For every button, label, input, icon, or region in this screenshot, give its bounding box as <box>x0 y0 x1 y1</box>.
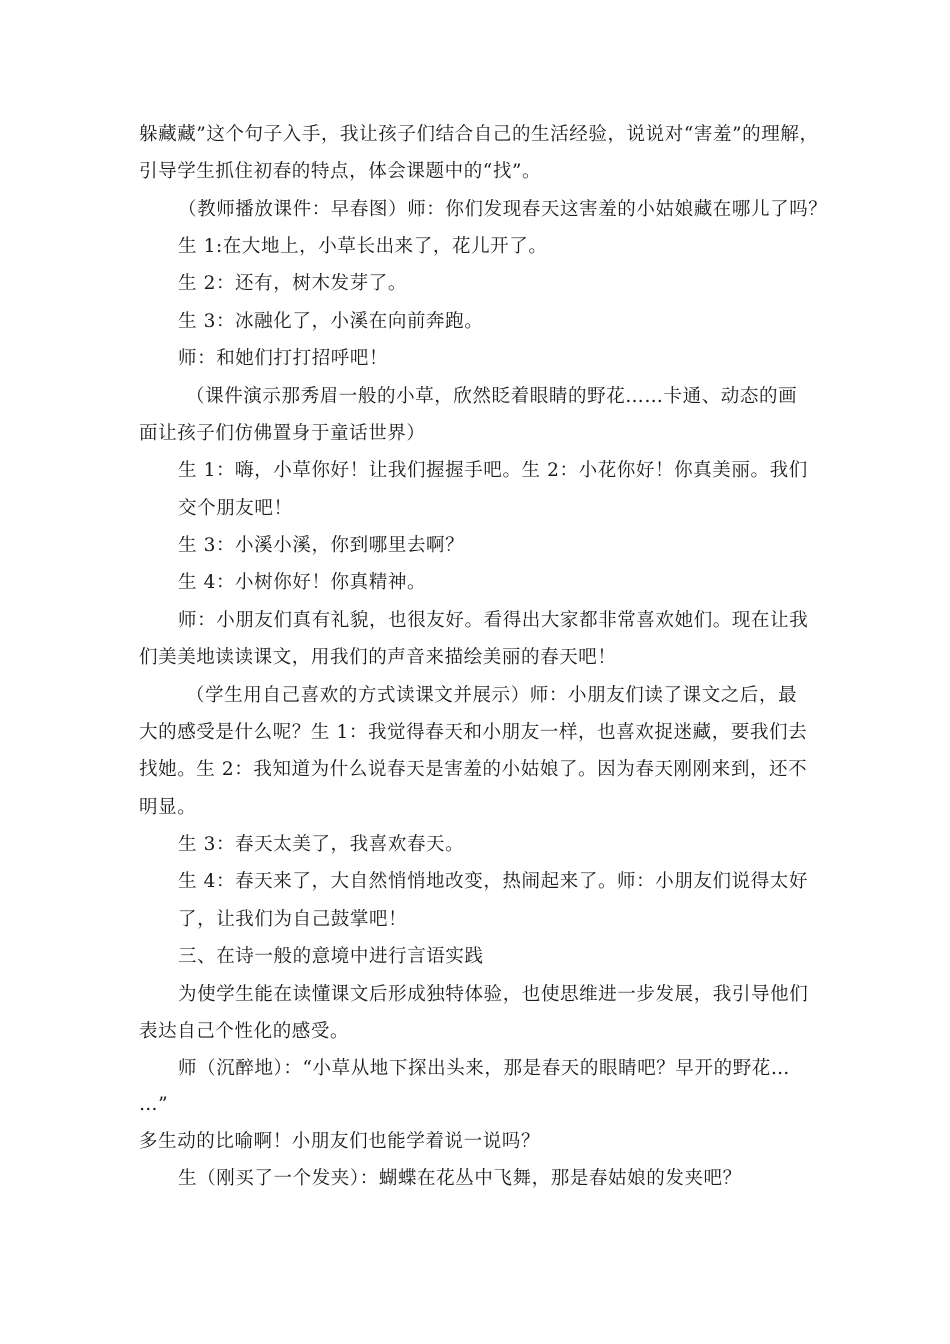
text-line: （教师播放课件：早春图）师：你们发现春天这害羞的小姑娘藏在哪儿了吗？ <box>178 199 828 220</box>
text-line: 面让孩子们仿佛置身于童话世界） <box>139 423 426 444</box>
text-line: 引导学生抓住初春的特点，体会课题中的“找”。 <box>139 161 542 182</box>
text-line: 生 1：嗨，小草你好！让我们握握手吧。生 2：小花你好！你真美丽。我们 <box>178 460 808 481</box>
text-line: 表达自己个性化的感受。 <box>139 1021 350 1042</box>
text-line: （课件演示那秀眉一般的小草，欣然眨着眼睛的野花……卡通、动态的画 <box>186 386 798 407</box>
text-line: …” <box>139 1094 169 1115</box>
text-line: 生（刚买了一个发夹）：蝴蝶在花丛中飞舞，那是春姑娘的发夹吧？ <box>178 1168 742 1189</box>
text-line: 明显。 <box>139 797 197 818</box>
text-line: 大的感受是什么呢？生 1：我觉得春天和小朋友一样，也喜欢捉迷藏，要我们去 <box>139 722 808 743</box>
text-line: 了，让我们为自己鼓掌吧！ <box>178 909 408 930</box>
text-line: 交个朋友吧！ <box>178 498 293 519</box>
text-line: 师（沉醉地）：“小草从地下探出头来，那是春天的眼睛吧？早开的野花… <box>178 1058 791 1079</box>
section-heading: 三、在诗一般的意境中进行言语实践 <box>178 946 484 967</box>
text-line: （学生用自己喜欢的方式读课文并展示）师：小朋友们读了课文之后，最 <box>186 685 798 706</box>
text-line: 生 3：冰融化了，小溪在向前奔跑。 <box>178 311 484 332</box>
text-line: 生 3：春天太美了，我喜欢春天。 <box>178 834 465 855</box>
text-line: 生 4：春天来了，大自然悄悄地改变，热闹起来了。师：小朋友们说得太好 <box>178 871 809 892</box>
text-line: 师：小朋友们真有礼貌，也很友好。看得出大家都非常喜欢她们。现在让我 <box>178 610 809 631</box>
text-line: 多生动的比喻啊！小朋友们也能学着说一说吗？ <box>139 1131 541 1152</box>
text-line: 们美美地读读课文，用我们的声音来描绘美丽的春天吧！ <box>139 647 617 668</box>
text-line: 找她。生 2：我知道为什么说春天是害羞的小姑娘了。因为春天刚刚来到，还不 <box>139 759 808 780</box>
text-line: 为使学生能在读懂课文后形成独特体验，也使思维进一步发展，我引导他们 <box>178 984 809 1005</box>
text-line: 师：和她们打打招呼吧！ <box>178 348 389 369</box>
text-line: 生 4：小树你好！你真精神。 <box>178 572 427 593</box>
text-line: 生 1:在大地上，小草长出来了，花儿开了。 <box>178 236 548 257</box>
text-line: 生 2：还有，树木发芽了。 <box>178 273 407 294</box>
text-line: 躲藏藏”这个句子入手，我让孩子们结合自己的生活经验，说说对“害羞”的理解， <box>139 124 819 145</box>
text-line: 生 3：小溪小溪，你到哪里去啊？ <box>178 535 465 556</box>
